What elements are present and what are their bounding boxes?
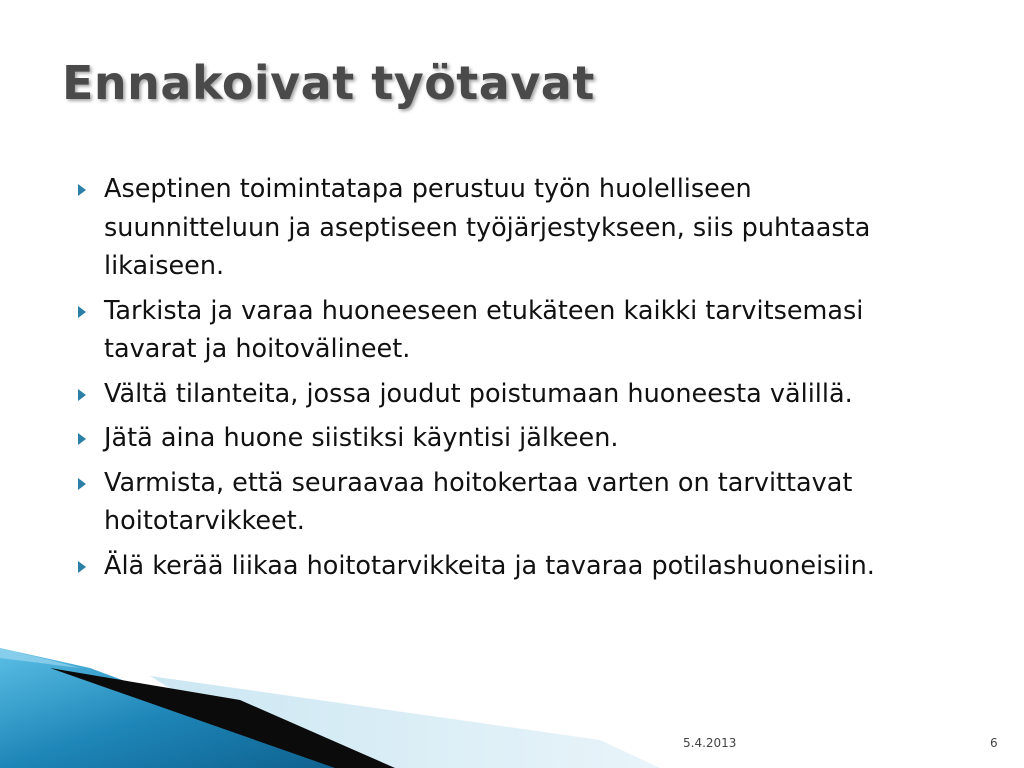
bullet-text: Varmista, että seuraavaa hoitokertaa varten on tarvittavat hoitotarvikkeet. bbox=[104, 467, 853, 536]
bullet-text: Vältä tilanteita, jossa joudut poistumaan huoneesta välillä. bbox=[104, 378, 853, 409]
footer-date: 5.4.2013 bbox=[683, 736, 737, 750]
slide-title: Ennakoivat työtavat bbox=[62, 56, 595, 110]
bullet-text: Aseptinen toimintatapa perustuu työn huolelliseen suunnitteluun ja aseptiseen työjärjestykseen, siis puhtaasta likaiseen. bbox=[104, 174, 871, 281]
bullet-text: Tarkista ja varaa huoneeseen etukäteen kaikki tarvitsemasi tavarat ja hoitovälineet. bbox=[104, 295, 864, 364]
page-number: 6 bbox=[990, 736, 998, 750]
bullet-text: Jätä aina huone siistiksi käyntisi jälkeen. bbox=[104, 423, 619, 453]
bullet-text: Älä kerää liikaa hoitotarvikkeita ja tavaraa potilashuoneisiin. bbox=[104, 550, 875, 581]
